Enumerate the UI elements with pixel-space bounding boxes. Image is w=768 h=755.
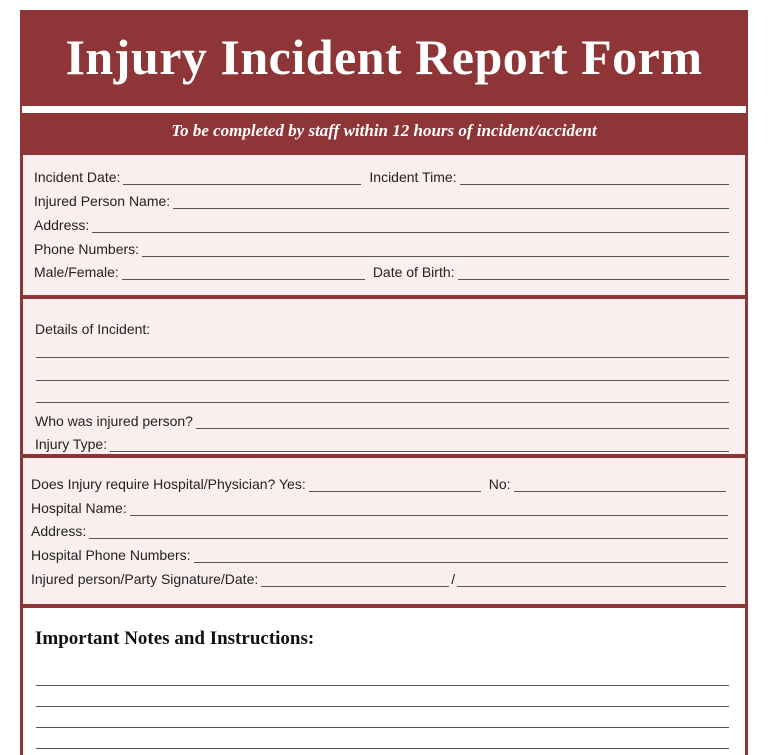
male-female-field[interactable] — [122, 264, 365, 280]
form-subtitle: To be completed by staff within 12 hours of incident/accident — [171, 121, 597, 140]
title-bar — [20, 10, 748, 104]
incident-time-label: Incident Time: — [369, 169, 457, 185]
male-female-label: Male/Female: — [34, 264, 119, 280]
hospital-no-label: No: — [488, 476, 511, 492]
signature-date-separator: / — [451, 571, 456, 587]
hospital-yes-field[interactable] — [309, 476, 481, 492]
date-of-birth-label: Date of Birth: — [372, 264, 455, 280]
hospital-address-label: Address: — [31, 523, 87, 539]
notes-section — [23, 608, 745, 755]
phone-numbers-field[interactable] — [142, 241, 729, 257]
hospital-phone-field[interactable] — [194, 547, 728, 563]
injury-type-label: Injury Type: — [35, 436, 108, 452]
injury-type-row — [35, 432, 729, 452]
injured-person-name-field[interactable] — [173, 193, 729, 209]
form-title: Injury Incident Report Form — [65, 29, 703, 85]
incident-time-field[interactable] — [460, 169, 729, 185]
incident-date-time-row — [34, 165, 729, 185]
hospital-required-row — [31, 472, 726, 492]
signature-date-field[interactable] — [457, 571, 726, 587]
injured-name-row — [34, 189, 729, 209]
hospital-section — [23, 458, 745, 604]
details-line-1[interactable] — [36, 357, 729, 358]
hospital-phone-row — [31, 543, 728, 563]
address-label: Address: — [34, 217, 90, 233]
hospital-address-field[interactable] — [89, 523, 728, 539]
incident-details-section — [23, 299, 745, 454]
notes-line-3[interactable] — [36, 727, 729, 728]
incident-date-label: Incident Date: — [34, 169, 121, 185]
details-line-3[interactable] — [36, 402, 729, 403]
signature-date-row — [31, 567, 726, 587]
signature-field[interactable] — [261, 571, 449, 587]
personal-details-section — [23, 155, 745, 295]
injury-type-field[interactable] — [110, 436, 729, 452]
notes-line-1[interactable] — [36, 685, 729, 686]
hospital-name-label: Hospital Name: — [31, 500, 127, 516]
notes-title: Important Notes and Instructions: — [35, 628, 315, 649]
details-line-2[interactable] — [36, 380, 729, 381]
address-row — [34, 213, 729, 233]
notes-line-4[interactable] — [36, 748, 729, 749]
who-injured-row — [35, 409, 729, 429]
hospital-required-label: Does Injury require Hospital/Physician? Yes: — [31, 476, 306, 492]
hospital-address-row — [31, 519, 728, 539]
hospital-name-row — [31, 496, 728, 516]
address-field[interactable] — [92, 217, 729, 233]
gender-dob-row — [34, 260, 729, 280]
notes-line-2[interactable] — [36, 706, 729, 707]
details-of-incident-label: Details of Incident: — [35, 321, 151, 337]
hospital-phone-label: Hospital Phone Numbers: — [31, 547, 191, 563]
who-injured-label: Who was injured person? — [35, 413, 193, 429]
hospital-name-field[interactable] — [130, 500, 728, 516]
who-injured-field[interactable] — [196, 413, 729, 429]
injured-person-name-label: Injured Person Name: — [34, 193, 171, 209]
date-of-birth-field[interactable] — [458, 264, 729, 280]
details-heading-row — [35, 317, 153, 337]
phone-numbers-label: Phone Numbers: — [34, 241, 140, 257]
title-divider — [22, 106, 746, 113]
incident-report-form — [20, 10, 748, 755]
hospital-no-field[interactable] — [514, 476, 727, 492]
phone-row — [34, 237, 729, 257]
signature-date-label: Injured person/Party Signature/Date: — [31, 571, 259, 587]
incident-date-field[interactable] — [123, 169, 361, 185]
